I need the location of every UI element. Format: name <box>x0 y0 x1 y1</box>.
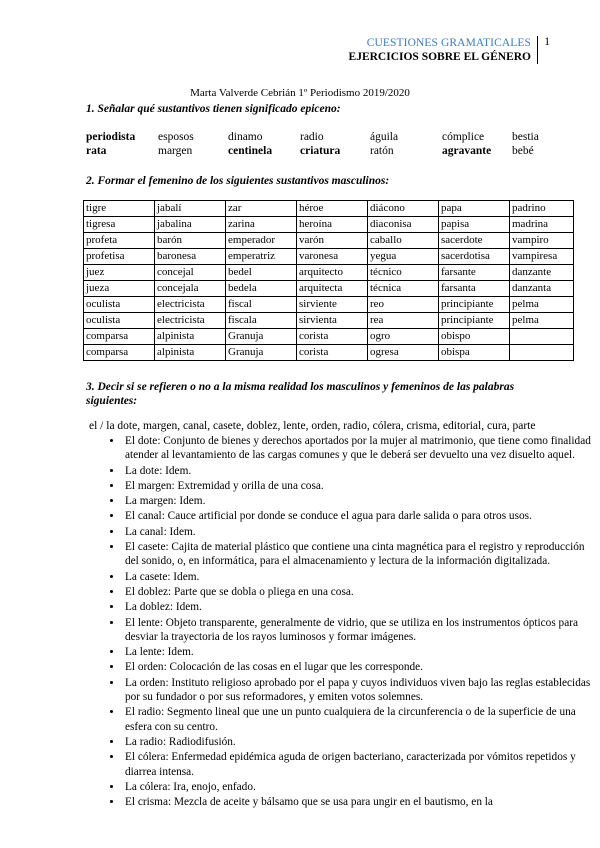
table-cell: diaconisa <box>368 217 439 233</box>
list-item: • La cólera: Ira, enojo, enfado. <box>123 780 600 794</box>
word: periodista <box>86 131 136 143</box>
table-cell: principiante <box>439 313 510 329</box>
list-item: • La lente: Idem. <box>123 645 600 659</box>
table-cell: héroe <box>297 201 368 217</box>
table-cell: varonesa <box>297 249 368 265</box>
table-cell: zar <box>226 201 297 217</box>
table-cell: ogro <box>368 329 439 345</box>
table-row <box>84 249 574 265</box>
table-cell: arquitecta <box>297 281 368 297</box>
table-cell: alpinista <box>155 329 226 345</box>
list-item: • La dote: Idem. <box>123 464 600 478</box>
word: bebé <box>512 145 534 157</box>
list-item: • El orden: Colocación de las cosas en el lugar que les corresponde. <box>123 660 600 674</box>
table-cell: sirviente <box>297 297 368 313</box>
word-list-intro: el / la dote, margen, canal, casete, doblez, lente, orden, radio, cólera, crisma, editorial, cura, parte <box>89 420 536 432</box>
table-cell: reo <box>368 297 439 313</box>
table-cell: ogresa <box>368 345 439 361</box>
word-row-1 <box>86 130 572 144</box>
table-row <box>84 217 574 233</box>
table-cell: rea <box>368 313 439 329</box>
table-cell: profeta <box>84 233 155 249</box>
table-cell: electricista <box>155 313 226 329</box>
table-cell <box>510 345 574 361</box>
list-item: • La margen: Idem. <box>123 494 600 508</box>
list-item: • La casete: Idem. <box>123 570 600 584</box>
table-cell: pelma <box>510 313 574 329</box>
table-cell: arquitecto <box>297 265 368 281</box>
word: agravante <box>442 145 492 157</box>
table-row <box>84 233 574 249</box>
table-cell: farsanta <box>439 281 510 297</box>
header-subtitle: EJERCICIOS SOBRE EL GÉNERO <box>348 51 531 63</box>
page-number: 1 <box>544 36 550 48</box>
table-cell: técnico <box>368 265 439 281</box>
word: centinela <box>228 145 273 157</box>
table-cell: oculista <box>84 297 155 313</box>
table-cell: concejal <box>155 265 226 281</box>
table-cell: yegua <box>368 249 439 265</box>
list-item: • El lente: Objeto transparente, generalmente de vidrio, que se utiliza en los instrumentos ópticos para desviar la trayectoria de los rayos luminosos y formar imágenes. <box>123 616 600 645</box>
table-cell: barón <box>155 233 226 249</box>
word: ratón <box>370 145 394 157</box>
word-row-2 <box>86 144 572 158</box>
list-item: • El dote: Conjunto de bienes y derechos aportados por la mujer al matrimonio, que tiene como finalidad atender al levantamiento de las cargas comunes y que le deberá ser devuelto una vez disuelto aquel. <box>123 434 600 463</box>
word: criatura <box>300 145 341 157</box>
table-cell: danzanta <box>510 281 574 297</box>
feminine-forms-table <box>83 200 574 361</box>
table-cell: vampiresa <box>510 249 574 265</box>
list-item: • La orden: Instituto religioso aprobado por el papa y cuyos individuos viven bajo las reglas establecidas por su fundador o por sus reformadores, y emiten votos solemnes. <box>123 676 600 705</box>
table-cell: fiscal <box>226 297 297 313</box>
table-cell: sacerdotisa <box>439 249 510 265</box>
list-item: • La doblez: Idem. <box>123 600 600 614</box>
table-cell: baronesa <box>155 249 226 265</box>
table-cell: farsante <box>439 265 510 281</box>
table-cell: madrina <box>510 217 574 233</box>
word: bestia <box>512 131 539 143</box>
table-cell: Granuja <box>226 345 297 361</box>
word: cómplice <box>442 131 485 143</box>
table-cell: tigre <box>84 201 155 217</box>
table-cell: papa <box>439 201 510 217</box>
table-cell: zarina <box>226 217 297 233</box>
word: esposos <box>158 131 194 143</box>
table-cell: bedela <box>226 281 297 297</box>
list-item: • La canal: Idem. <box>123 525 600 539</box>
word: dinamo <box>228 131 263 143</box>
word: radio <box>300 131 324 143</box>
table-cell: papisa <box>439 217 510 233</box>
table-cell: corista <box>297 329 368 345</box>
list-item: • El canal: Cauce artificial por donde se conduce el agua para darle salida o para otros usos. <box>123 509 600 523</box>
table-cell: fiscala <box>226 313 297 329</box>
definitions-list <box>105 434 600 810</box>
table-cell: pelma <box>510 297 574 313</box>
table-cell: profetisa <box>84 249 155 265</box>
table-cell: principiante <box>439 297 510 313</box>
table-row <box>84 345 574 361</box>
author-line: Marta Valverde Cebrián 1º Periodismo 2019/2020 <box>190 87 410 99</box>
list-item: • El radio: Segmento lineal que une un punto cualquiera de la circunferencia o de la superficie de una esfera con su centro. <box>123 705 600 734</box>
table-cell: comparsa <box>84 345 155 361</box>
table-cell: obispo <box>439 329 510 345</box>
table-row <box>84 201 574 217</box>
epicene-word-grid <box>86 130 572 158</box>
list-item: • El margen: Extremidad y orilla de una cosa. <box>123 479 600 493</box>
table-cell: alpinista <box>155 345 226 361</box>
list-item: • El casete: Cajita de material plástico que contiene una cinta magnética para el registro y reproducción del sonido, o, en informática, para el almacenamiento y lectura de la información digitalizada. <box>123 540 600 569</box>
table-cell <box>510 329 574 345</box>
table-cell: sirvienta <box>297 313 368 329</box>
table-cell: varón <box>297 233 368 249</box>
table-cell: tigresa <box>84 217 155 233</box>
table-cell: técnica <box>368 281 439 297</box>
question-1-title: 1. Señalar qué sustantivos tienen significado epiceno: <box>86 103 341 115</box>
table-cell: obispa <box>439 345 510 361</box>
table-cell: jabalina <box>155 217 226 233</box>
table-cell: sacerdote <box>439 233 510 249</box>
table-cell: juez <box>84 265 155 281</box>
question-3-title: 3. Decir si se refieren o no a la misma realidad los masculinos y femeninos de las palabras siguientes: <box>86 381 515 407</box>
table-row <box>84 281 574 297</box>
table-cell: oculista <box>84 313 155 329</box>
word: rata <box>86 145 107 157</box>
table-cell: concejala <box>155 281 226 297</box>
table-cell: jabalí <box>155 201 226 217</box>
table-cell: heroína <box>297 217 368 233</box>
table-cell: corista <box>297 345 368 361</box>
page-header <box>349 36 538 64</box>
list-item: • El doblez: Parte que se dobla o pliega en una cosa. <box>123 585 600 599</box>
table-cell: emperatriz <box>226 249 297 265</box>
table-cell: vampiro <box>510 233 574 249</box>
table-cell: comparsa <box>84 329 155 345</box>
list-item: • El crisma: Mezcla de aceite y bálsamo que se usa para ungir en el bautismo, en la <box>123 795 600 809</box>
table-row <box>84 297 574 313</box>
table-cell: emperador <box>226 233 297 249</box>
table-cell: bedel <box>226 265 297 281</box>
table-cell: electricista <box>155 297 226 313</box>
list-item: • La radio: Radiodifusión. <box>123 735 600 749</box>
table-cell: danzante <box>510 265 574 281</box>
table-cell: Granuja <box>226 329 297 345</box>
table-row <box>84 329 574 345</box>
question-2-title: 2. Formar el femenino de los siguientes sustantivos masculinos: <box>86 175 390 187</box>
word: águila <box>370 131 399 143</box>
table-cell: jueza <box>84 281 155 297</box>
table-row <box>84 313 574 329</box>
table-cell: padrino <box>510 201 574 217</box>
header-title: CUESTIONES GRAMATICALES <box>366 37 531 49</box>
list-item: • El cólera: Enfermedad epidémica aguda de origen bacteriano, caracterizada por vómitos repetidos y diarrea intensa. <box>123 750 600 779</box>
table-cell: caballo <box>368 233 439 249</box>
table-row <box>84 265 574 281</box>
table-cell: diácono <box>368 201 439 217</box>
word: margen <box>158 145 193 157</box>
